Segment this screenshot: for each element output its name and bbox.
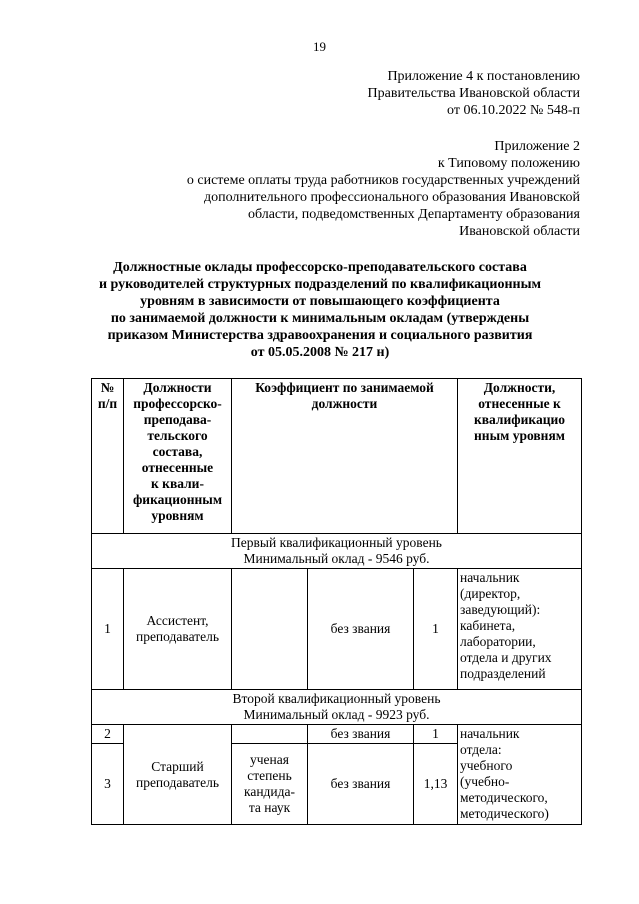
annex1-line: Приложение 4 к постановлению — [387, 69, 580, 84]
level-2-cell — [92, 690, 582, 725]
row3-title: без звания — [308, 744, 414, 825]
page-number: 19 — [313, 39, 326, 54]
row3-coef: 1,13 — [414, 744, 458, 825]
annex2-line: к Типовому положению — [437, 156, 580, 171]
row1-coef: 1 — [414, 569, 458, 690]
row2-coef: 1 — [414, 725, 458, 744]
header-coefficient: Коэффициент по занимаемой должности — [232, 379, 458, 534]
header-positions: Должности профессорско- преподава- тельского состава, отнесенные к квали- фикационным уровням — [124, 379, 232, 534]
header-related-positions: Должности, отнесенные к квалификацио нным уровням — [458, 379, 582, 534]
level-1-name: Первый квалификационный уровень — [231, 535, 442, 550]
row1-degree — [232, 569, 308, 690]
row1-title: без звания — [308, 569, 414, 690]
row2-num: 2 — [92, 725, 124, 744]
table-header-row — [92, 379, 582, 534]
title-line: Должностные оклады профессорско-преподавательского состава — [113, 260, 527, 275]
title-line: приказом Министерства здравоохранения и социального развития — [107, 328, 533, 343]
level-1-salary: Минимальный оклад - 9546 руб. — [243, 551, 430, 566]
title-line: от 05.05.2008 № 217 н) — [250, 345, 390, 360]
annex-reference-regulation — [187, 138, 580, 240]
document-title — [80, 259, 560, 361]
annex2-line: о системе оплаты труда работников государственных учреждений — [186, 173, 580, 188]
title-line: по занимаемой должности к минимальным окладам (утверждены — [110, 311, 530, 326]
annex2-line: области, подведомственных Департаменту образования — [247, 207, 580, 222]
row2-degree — [232, 725, 308, 744]
annex2-line: Ивановской области — [459, 224, 580, 239]
table-row — [92, 569, 582, 690]
row3-num: 3 — [92, 744, 124, 825]
annex1-line: от 06.10.2022 № 548-п — [447, 103, 580, 118]
annex-reference-resolution — [368, 68, 580, 119]
annex1-line: Правительства Ивановской области — [367, 86, 580, 101]
row3-degree: ученая степень кандида- та наук — [232, 744, 308, 825]
salary-table — [91, 378, 582, 825]
row3-related: начальник отдела: учебного (учебно- методического, методического) — [458, 725, 582, 825]
level-2-salary: Минимальный оклад - 9923 руб. — [243, 707, 430, 722]
header-num: № п/п — [92, 379, 124, 534]
title-line: и руководителей структурных подразделений по квалификационным — [98, 277, 542, 292]
title-line: уровням в зависимости от повышающего коэффициента — [140, 294, 500, 309]
annex2-line: Приложение 2 — [494, 139, 580, 154]
level-row-2 — [92, 690, 582, 725]
level-2-name: Второй квалификационный уровень — [232, 691, 441, 706]
row1-related: начальник (директор, заведующий): кабинета, лаборатории, отдела и других подразделений — [458, 569, 582, 690]
row3-position: Старший преподаватель — [124, 725, 232, 825]
annex2-line: дополнительного профессионального образования Ивановской — [203, 190, 580, 205]
level-row-1 — [92, 534, 582, 569]
level-1-cell — [92, 534, 582, 569]
row1-position: Ассистент, преподаватель — [124, 569, 232, 690]
row2-title: без звания — [308, 725, 414, 744]
row1-num: 1 — [92, 569, 124, 690]
table-row — [92, 725, 582, 744]
